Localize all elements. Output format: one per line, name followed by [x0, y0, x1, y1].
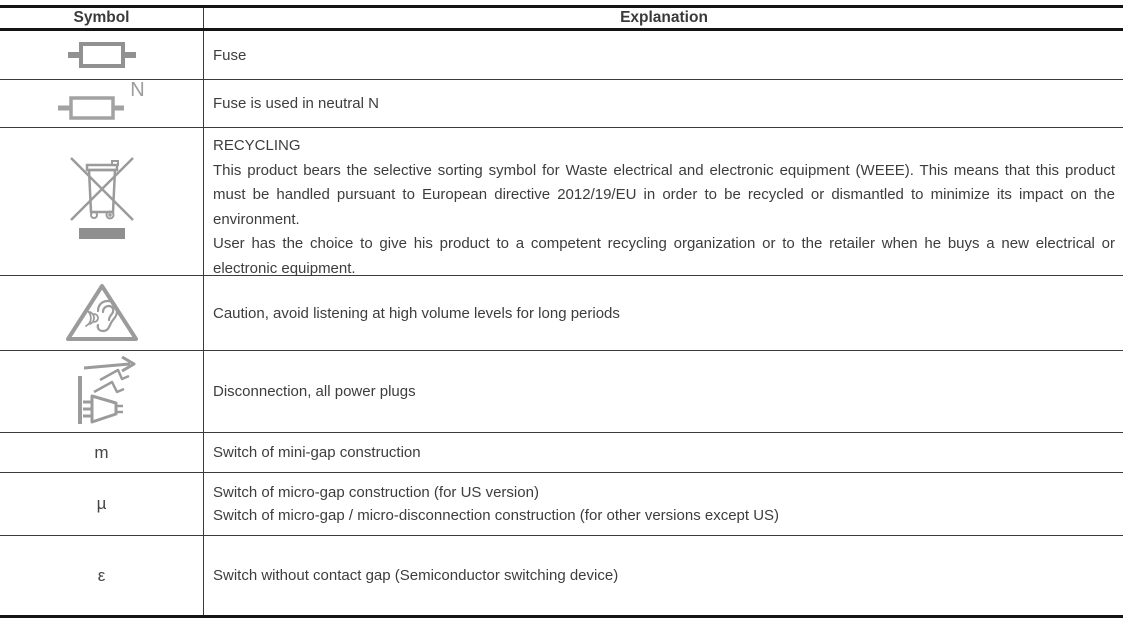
- table-row-micro-gap: [0, 473, 1123, 536]
- table-header-row: [0, 8, 1123, 31]
- table-row-fuse: [0, 31, 1123, 80]
- disconnection-plug-icon: [60, 356, 144, 428]
- fuse-neutral-explanation: Fuse is used in neutral N: [213, 95, 379, 112]
- symbol-explanation-table: [0, 5, 1123, 618]
- neutral-n-label: N: [130, 78, 145, 101]
- caution-explanation: Caution, avoid listening at high volume levels for long periods: [213, 304, 620, 322]
- recycling-paragraph-2: User has the choice to give his product to a competent recycling organization or to the retailer when he buys a new electrical or electronic equipment.: [213, 235, 1115, 277]
- mini-gap-symbol: m: [94, 442, 109, 462]
- table-row-caution-volume: [0, 276, 1123, 351]
- table-row-mini-gap: [0, 433, 1123, 473]
- recycling-paragraph-1: This product bears the selective sorting symbol for Waste electrical and electronic equipment (WEEE). This means that this product must be handled pursuant to European directive 2012/19/EU in order to be recycled or dismantled to minimize its impact on the environment.: [213, 161, 1115, 228]
- table-row-disconnection: [0, 351, 1123, 433]
- no-contact-gap-explanation: Switch without contact gap (Semiconductor switching device): [213, 567, 619, 584]
- disconnection-explanation: Disconnection, all power plugs: [213, 383, 416, 400]
- ear-caution-triangle-icon: [61, 281, 143, 345]
- table-row-recycling: [0, 128, 1123, 276]
- micro-gap-explanation-line2: Switch of micro-gap / micro-disconnection construction (for other versions except US): [213, 507, 780, 524]
- weee-crossed-out-bin-icon: [63, 156, 141, 248]
- fuse-icon: [66, 37, 138, 73]
- micro-gap-explanation-line1: Switch of micro-gap construction (for US version): [213, 484, 539, 501]
- fuse-explanation: Fuse: [213, 46, 247, 64]
- fuse-neutral-icon: [58, 78, 145, 126]
- mini-gap-explanation: Switch of mini-gap construction: [213, 444, 421, 461]
- micro-gap-symbol: µ: [96, 494, 107, 513]
- column-header-explanation: Explanation: [203, 8, 1123, 28]
- column-header-symbol: Symbol: [73, 9, 130, 26]
- recycling-title: RECYCLING: [213, 137, 301, 154]
- table-row-no-contact-gap: [0, 536, 1123, 615]
- no-contact-gap-symbol: ε: [97, 565, 106, 585]
- table-row-fuse-neutral: [0, 80, 1123, 128]
